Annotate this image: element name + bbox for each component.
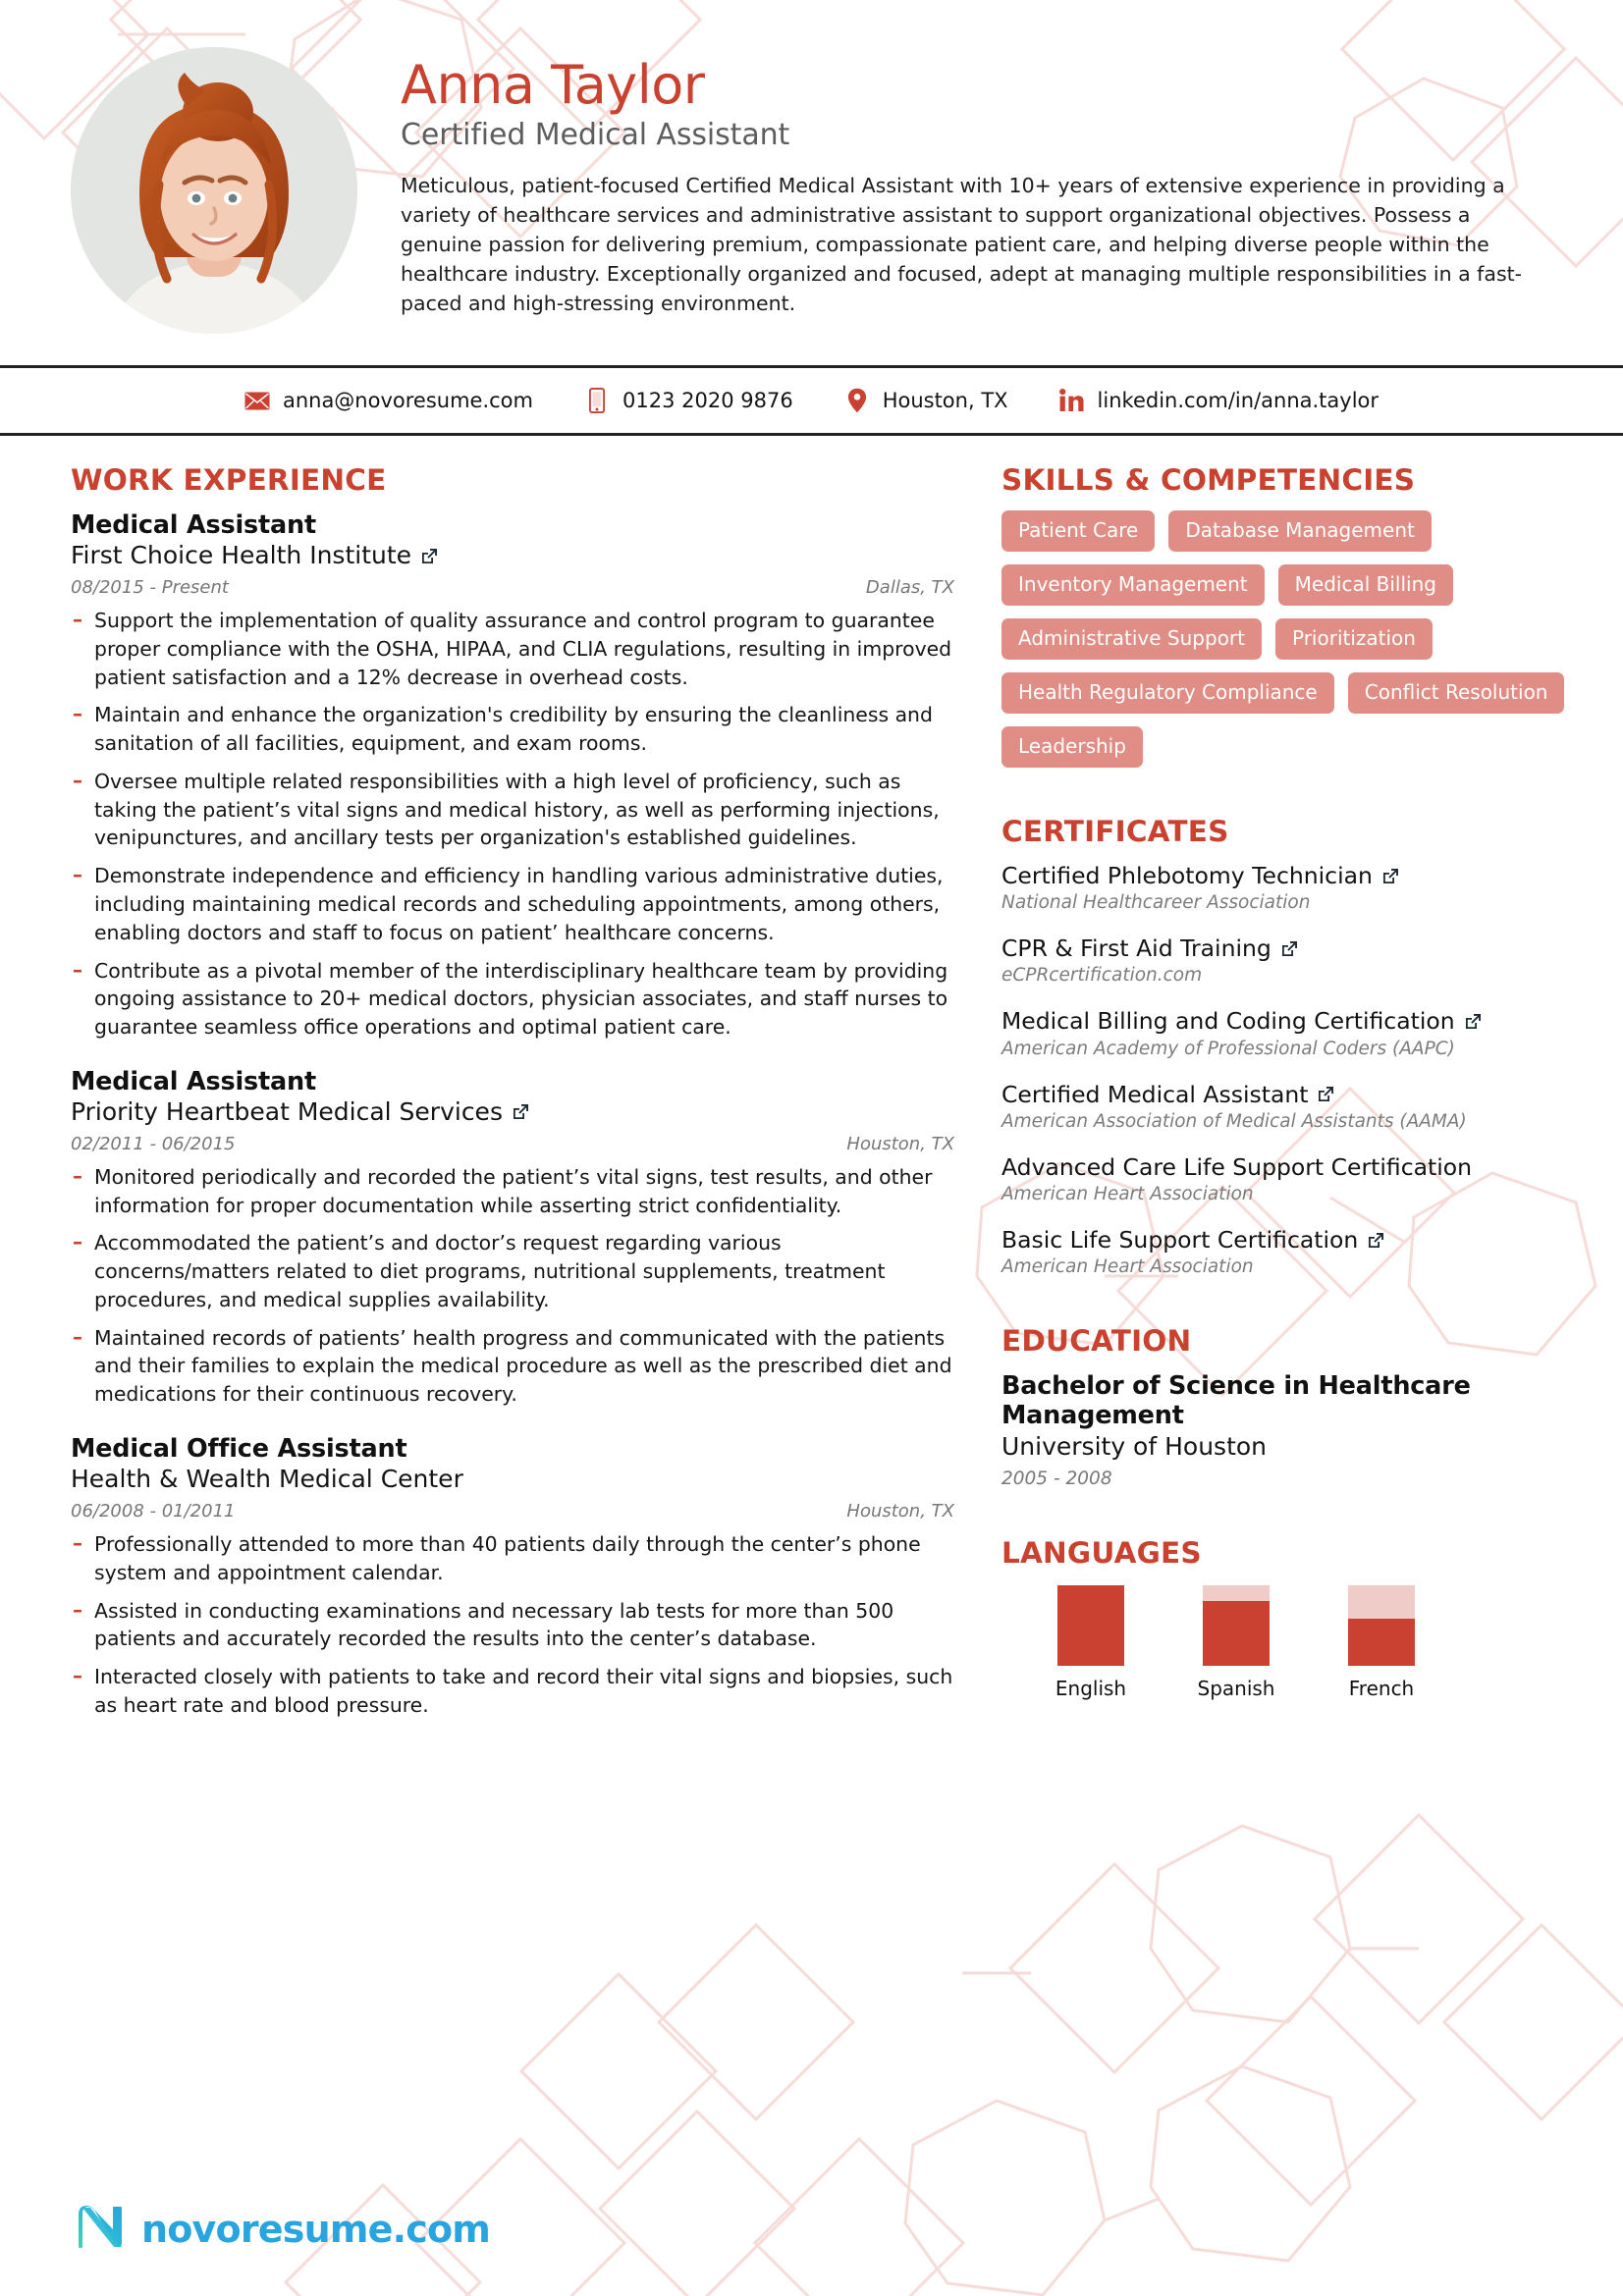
certificate-entry (1001, 1007, 1567, 1058)
certificate-name-label: Certified Phlebotomy Technician (1001, 862, 1373, 889)
contact-phone-value: 0123 2020 9876 (622, 389, 793, 412)
job-dates: 02/2011 - 06/2015 (71, 1133, 236, 1154)
footer-branding[interactable] (77, 2202, 490, 2257)
certificate-issuer: National Healthcareer Association (1001, 892, 1311, 914)
certificate-name[interactable] (1001, 1081, 1567, 1108)
certificate-entry (1001, 862, 1567, 913)
external-link-icon[interactable] (1381, 867, 1400, 885)
job-location: Houston, TX (846, 1133, 954, 1154)
job-company[interactable] (71, 1097, 954, 1127)
contact-location[interactable] (844, 388, 1008, 413)
right-column (1001, 463, 1567, 1700)
certificate-name[interactable] (1001, 862, 1567, 889)
job-meta (71, 1134, 954, 1154)
job-bullet: – Interacted closely with patients to take and record their vital signs and biopsies, such as heart rate and blood pressure. (71, 1663, 954, 1720)
avatar-photo (71, 47, 357, 334)
language-item (1047, 1585, 1135, 1700)
job-bullet-list (71, 1530, 954, 1720)
job-company (71, 1465, 954, 1494)
external-link-icon[interactable] (512, 1102, 530, 1121)
contact-phone[interactable] (584, 388, 793, 413)
skills-chip-list (1001, 510, 1567, 768)
section-title-languages: LANGUAGES (1001, 1535, 1202, 1570)
external-link-icon[interactable] (1367, 1231, 1385, 1250)
envelope-icon (244, 388, 270, 413)
certificate-name[interactable] (1001, 1226, 1567, 1254)
education-entry (1001, 1371, 1567, 1489)
footer-brand-label: novoresume.com (141, 2208, 491, 2251)
certificate-name-label: Certified Medical Assistant (1001, 1080, 1309, 1108)
contact-linkedin[interactable] (1059, 388, 1379, 413)
job-company[interactable] (71, 541, 954, 570)
certificate-issuer: eCPRcertification.com (1001, 965, 1203, 987)
language-label: English (1055, 1676, 1127, 1700)
job-role: Medical Office Assistant (71, 1434, 407, 1464)
contact-email-value: anna@novoresume.com (282, 389, 533, 412)
certificate-issuer: American Academy of Professional Coders (AAPC) (1001, 1038, 1455, 1059)
skill-chip: Inventory Management (1001, 564, 1265, 606)
location-pin-icon (844, 388, 870, 413)
novoresume-logo-icon (77, 2202, 128, 2257)
header-text-block (357, 35, 1546, 319)
language-label: French (1348, 1676, 1415, 1700)
certificate-entry (1001, 1153, 1567, 1204)
linkedin-icon (1059, 388, 1085, 413)
education-school: University of Houston (1001, 1432, 1268, 1462)
page-title: Anna Taylor (401, 54, 705, 116)
job-title-subtitle: Certified Medical Assistant (401, 118, 790, 153)
external-link-icon[interactable] (1317, 1085, 1335, 1103)
language-level-bar (1057, 1585, 1124, 1666)
job-company-label: Priority Heartbeat Medical Services (71, 1096, 503, 1126)
skill-chip: Prioritization (1275, 618, 1433, 660)
job-bullet: – Demonstrate independence and efficiency in handling various administrative duties, including maintaining medical records and scheduling appointments, among others, enabling doctors and staff to focus on patient’ healthcare concerns. (71, 862, 954, 946)
education-dates: 2005 - 2008 (1001, 1468, 1112, 1489)
resume-body (0, 436, 1623, 1745)
job-meta (71, 1501, 954, 1522)
resume-header (0, 0, 1623, 365)
external-link-icon[interactable] (420, 547, 439, 565)
section-title-certificates: CERTIFICATES (1001, 815, 1229, 848)
skill-chip: Patient Care (1001, 510, 1155, 552)
certificate-name[interactable] (1001, 934, 1567, 962)
skill-chip: Database Management (1168, 510, 1432, 552)
job-bullet: – Maintain and enhance the organization's credibility by ensuring the cleanliness and sanitation of all facilities, equipment, and exam rooms. (71, 701, 954, 758)
job-company-label: First Choice Health Institute (71, 541, 412, 570)
contact-bar (0, 365, 1623, 436)
skill-chip: Administrative Support (1001, 618, 1262, 660)
certificates-list (1001, 862, 1567, 1277)
education-degree: Bachelor of Science in Healthcare Management (1001, 1371, 1471, 1431)
job-location: Houston, TX (846, 1501, 954, 1522)
language-level-fill (1057, 1585, 1124, 1666)
job-dates: 06/2008 - 01/2011 (71, 1501, 236, 1522)
certificate-issuer: American Heart Association (1001, 1256, 1254, 1278)
certificate-name-label: CPR & First Aid Training (1001, 934, 1271, 963)
job-bullet: – Maintained records of patients’ health progress and communicated with the patients and their families to explain the medical procedure as well as the prescribed diet and medications for their continuous recovery. (71, 1324, 954, 1409)
work-experience-entry (71, 1434, 954, 1720)
job-bullet: – Support the implementation of quality assurance and control program to guarantee proper compliance with the OSHA, HIPAA, and CLIA regulations, resulting in improved patient satisfaction and a 12% decrease in overhead costs. (71, 607, 954, 691)
job-meta (71, 577, 954, 598)
external-link-icon[interactable] (1464, 1012, 1483, 1031)
work-experience-list (71, 510, 954, 1720)
job-bullet-list (71, 1163, 954, 1409)
language-level-bar (1348, 1585, 1415, 1666)
external-link-icon[interactable] (1280, 939, 1299, 958)
work-experience-entry (71, 510, 954, 1041)
job-bullet: – Oversee multiple related responsibilities with a high level of proficiency, such as taking the patient’s vital signs and medical history, as well as performing injections, venipunctures, and ancillary tests per organization's established guidelines. (71, 768, 954, 852)
language-level-bar (1203, 1585, 1270, 1666)
language-item (1192, 1585, 1280, 1700)
certificate-issuer: American Heart Association (1001, 1183, 1254, 1204)
language-item (1337, 1585, 1426, 1700)
job-role: Medical Assistant (71, 1066, 316, 1096)
job-bullet: – Professionally attended to more than 40 patients daily through the center’s phone system and appointment calendar. (71, 1530, 954, 1587)
avatar (71, 47, 357, 334)
contact-location-value: Houston, TX (882, 389, 1008, 412)
section-title-work-experience: WORK EXPERIENCE (71, 463, 387, 497)
certificate-entry (1001, 934, 1567, 986)
language-level-fill (1348, 1619, 1415, 1666)
skill-chip: Medical Billing (1278, 564, 1453, 606)
certificate-name-label: Advanced Care Life Support Certification (1001, 1152, 1473, 1181)
certificate-entry (1001, 1081, 1567, 1132)
job-company-label: Health & Wealth Medical Center (71, 1465, 463, 1494)
professional-summary: Meticulous, patient-focused Certified Medical Assistant with 10+ years of extensive experience in providing a variety of healthcare services and administrative assistant to support organizational objectives. Possess a genuine passion for delivering premium, compassionate patient care, and helping diverse people within the healthcare industry. Exceptionally organized and focused, adept at managing multiple responsibilities in a fast-paced and high-stressing environment. (401, 174, 1523, 315)
left-column (71, 463, 954, 1745)
section-title-skills: SKILLS & COMPETENCIES (1001, 463, 1416, 497)
language-label: Spanish (1197, 1676, 1275, 1700)
contact-email[interactable] (244, 388, 533, 413)
job-role: Medical Assistant (71, 510, 316, 540)
certificate-issuer: American Association of Medical Assistants (AAMA) (1001, 1110, 1467, 1132)
job-bullet-list (71, 607, 954, 1041)
job-dates: 08/2015 - Present (71, 577, 229, 599)
section-title-education: EDUCATION (1001, 1324, 1192, 1359)
certificate-name-label: Basic Life Support Certification (1001, 1225, 1359, 1254)
phone-icon (584, 388, 610, 413)
work-experience-entry (71, 1067, 954, 1409)
contact-linkedin-value: linkedin.com/in/anna.taylor (1097, 389, 1380, 412)
certificate-name[interactable] (1001, 1007, 1567, 1035)
certificate-entry (1001, 1226, 1567, 1277)
job-bullet: – Assisted in conducting examinations and necessary lab tests for more than 500 patients and accurately recorded the results into the center’s database. (71, 1597, 954, 1654)
certificate-name-label: Medical Billing and Coding Certification (1001, 1007, 1455, 1036)
job-location: Dallas, TX (865, 577, 954, 599)
languages-chart (1001, 1585, 1567, 1700)
job-bullet: – Monitored periodically and recorded the patient’s vital signs, test results, and other information for proper documentation while asserting strict confidentiality. (71, 1163, 954, 1220)
language-level-fill (1203, 1601, 1270, 1666)
skill-chip: Health Regulatory Compliance (1001, 672, 1334, 714)
certificate-name (1001, 1153, 1567, 1181)
job-bullet: – Contribute as a pivotal member of the interdisciplinary healthcare team by providing ongoing assistance to 20+ medical doctors, physician associates, and staff nurses to guarantee seamless office operations and optimal patient care. (71, 957, 954, 1041)
skill-chip: Conflict Resolution (1348, 672, 1565, 714)
skill-chip: Leadership (1001, 726, 1143, 768)
job-bullet: – Accommodated the patient’s and doctor’s request regarding various concerns/matters related to diet programs, nutritional supplements, treatment procedures, and medical supplies availability. (71, 1229, 954, 1313)
